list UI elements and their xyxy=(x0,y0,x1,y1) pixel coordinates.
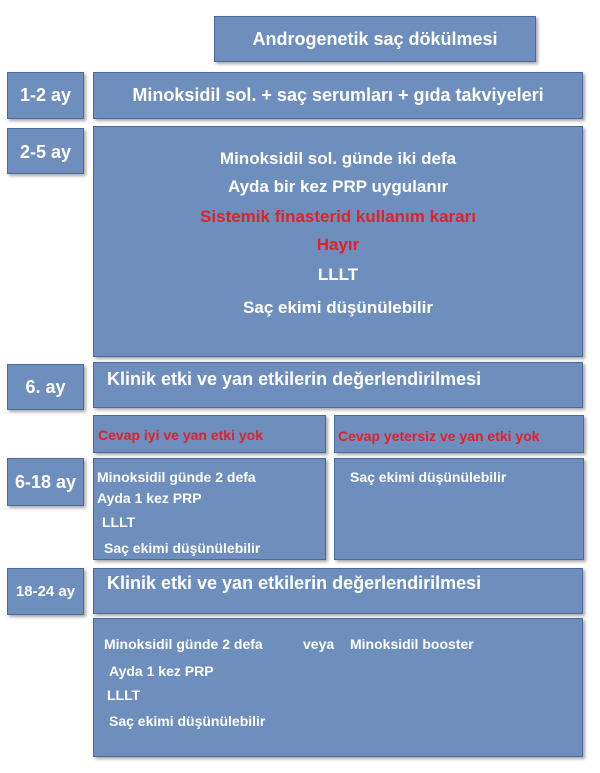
final-plan-line-1c: Minoksidil booster xyxy=(350,636,474,652)
page-title: Androgenetik saç dökülmesi xyxy=(252,28,498,49)
evaluation-24-box xyxy=(93,568,583,614)
final-plan-line-3: LLLT xyxy=(107,687,141,703)
good-plan-box xyxy=(93,458,326,560)
final-plan-box xyxy=(93,618,583,757)
good-plan-line-1: Minoksidil günde 2 defa xyxy=(97,469,256,485)
branch-poor-box xyxy=(334,415,584,453)
period-text: 18-24 ay xyxy=(15,583,76,600)
good-plan-line-4: Saç ekimi düşünülebilir xyxy=(104,540,261,556)
step-2-line-6: Saç ekimi düşünülebilir xyxy=(243,298,433,317)
branch-poor-text: Cevap yetersiz ve yan etki yok xyxy=(338,428,540,444)
final-plan-line-1a: Minoksidil günde 2 defa xyxy=(104,636,263,652)
good-plan-line-2: Ayda 1 kez PRP xyxy=(97,490,202,506)
step-1-text: Minoksidil sol. + saç serumları + gıda takviyeleri xyxy=(132,85,544,105)
step-2-line-1: Minoksidil sol. günde iki defa xyxy=(219,149,457,168)
final-plan-line-1b: veya xyxy=(303,636,335,652)
evaluation-6-box xyxy=(93,362,583,408)
poor-plan-line-1: Saç ekimi düşünülebilir xyxy=(350,469,507,485)
branch-good-text: Cevap iyi ve yan etki yok xyxy=(98,427,263,443)
period-label-6-18 xyxy=(7,458,84,506)
final-plan-line-2: Ayda 1 kez PRP xyxy=(109,663,214,679)
period-label-1-2 xyxy=(7,72,84,119)
evaluation-24-text: Klinik etki ve yan etkilerin değerlendirilmesi xyxy=(107,573,482,593)
step-2-box xyxy=(93,126,583,357)
period-label-6 xyxy=(7,364,84,410)
period-text: 1-2 ay xyxy=(19,85,72,105)
step-2-line-5: LLLT xyxy=(317,265,359,284)
period-label-18-24 xyxy=(7,568,84,615)
period-text: 6. ay xyxy=(25,376,66,397)
final-plan-line-4: Saç ekimi düşünülebilir xyxy=(109,713,266,729)
evaluation-6-text: Klinik etki ve yan etkilerin değerlendirilmesi xyxy=(107,369,482,389)
period-text: 2-5 ay xyxy=(19,142,72,162)
branch-good-box xyxy=(93,415,326,453)
step-2-line-4: Hayır xyxy=(316,235,360,254)
step-2-line-3: Sistemik finasterid kullanım kararı xyxy=(200,207,476,226)
step-2-line-2: Ayda bir kez PRP uygulanır xyxy=(227,177,449,196)
poor-plan-box xyxy=(334,458,584,560)
step-1-box xyxy=(93,72,583,119)
period-text: 6-18 ay xyxy=(14,471,77,492)
title-box xyxy=(214,16,536,62)
period-label-2-5 xyxy=(7,128,84,174)
good-plan-line-3: LLLT xyxy=(102,514,136,530)
